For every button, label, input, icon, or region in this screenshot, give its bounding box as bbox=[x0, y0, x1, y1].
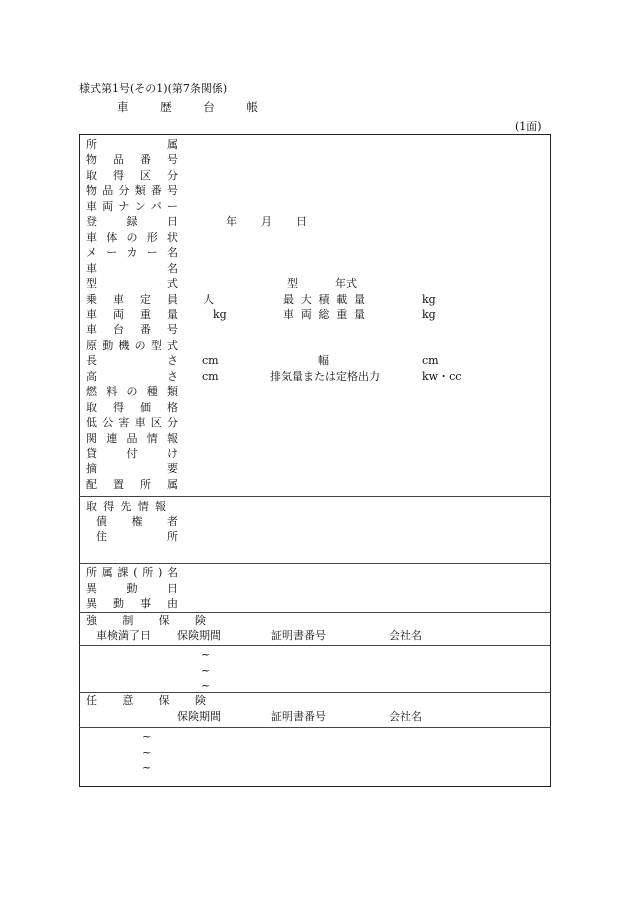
field-sublabel: 幅 bbox=[318, 354, 329, 368]
field-label: 長 さ bbox=[86, 354, 178, 368]
compulsory-header: 保険期間 bbox=[177, 629, 221, 642]
field-sublabel: 年式 bbox=[335, 277, 357, 291]
divider-compulsory-header bbox=[79, 645, 551, 646]
field-label: 原 動 機 の 型 式 bbox=[86, 338, 178, 352]
field-label: 貸 付 け bbox=[86, 447, 178, 460]
compulsory-header: 会社名 bbox=[389, 629, 422, 642]
form-id: 様式第1号(その1)(第7条関係) bbox=[79, 82, 228, 95]
field-unit: kg bbox=[213, 307, 227, 321]
field-label: 型 式 bbox=[86, 277, 178, 291]
voluntary-header: 保険期間 bbox=[177, 710, 221, 723]
divider-voluntary-header bbox=[79, 727, 551, 728]
field-label: 車 名 bbox=[86, 261, 178, 275]
field-unit: 人 bbox=[203, 292, 214, 306]
acquisition-field: 債 権 者 bbox=[96, 515, 178, 528]
field-label: 取 得 区 分 bbox=[86, 168, 178, 182]
field-unit: kw・cc bbox=[422, 369, 462, 383]
voluntary-header: 証明書番号 bbox=[271, 710, 326, 723]
field-unit: cm bbox=[422, 354, 439, 368]
date-part: 年 bbox=[226, 215, 237, 229]
field-label: 登 録 日 bbox=[86, 215, 178, 229]
voluntary-header: 会社名 bbox=[389, 710, 422, 723]
date-part: 日 bbox=[296, 215, 307, 229]
field-unit: kg bbox=[422, 307, 436, 321]
transfer-field: 異 動 事 由 bbox=[86, 597, 178, 610]
field-label: 車 両 重 量 bbox=[86, 307, 178, 321]
field-label: 車 体 の 形 状 bbox=[86, 230, 178, 244]
field-label: 車 両 ナ ン バ ー bbox=[86, 199, 178, 213]
field-label: 物 品 番 号 bbox=[86, 153, 178, 167]
tilde-mark: ~ bbox=[142, 730, 152, 743]
field-label: 低 公 害 車 区 分 bbox=[86, 416, 178, 430]
field-sublabel: 排気量または定格出力 bbox=[270, 369, 380, 383]
compulsory-insurance-title: 強 制 保 険 bbox=[86, 614, 206, 627]
divider-voluntary bbox=[79, 692, 551, 693]
field-label: 燃 料 の 種 類 bbox=[86, 385, 178, 399]
date-part: 月 bbox=[261, 215, 272, 229]
field-label: 車 台 番 号 bbox=[86, 323, 178, 337]
voluntary-insurance-title: 任 意 保 険 bbox=[86, 694, 206, 707]
divider-compulsory bbox=[79, 612, 551, 613]
field-label: 高 さ bbox=[86, 369, 178, 383]
field-sublabel: 型 bbox=[287, 277, 298, 291]
tilde-mark: ~ bbox=[142, 761, 152, 774]
divider-transfer bbox=[79, 563, 551, 564]
field-sublabel: 最 大 積 載 量 bbox=[283, 292, 365, 306]
tilde-mark: ~ bbox=[142, 745, 152, 759]
field-label: 乗 車 定 員 bbox=[86, 292, 178, 306]
field-label: 配 置 所 属 bbox=[86, 477, 178, 491]
field-unit: cm bbox=[202, 369, 219, 383]
field-label: 取 得 価 格 bbox=[86, 400, 178, 414]
form-title: 車 歴 台 帳 bbox=[117, 100, 272, 114]
field-unit: kg bbox=[422, 292, 436, 306]
tilde-mark: ~ bbox=[201, 663, 211, 677]
field-unit: cm bbox=[202, 354, 219, 368]
page-number: (1面) bbox=[515, 120, 542, 133]
transfer-field: 所 属 課 ( 所 ) 名 bbox=[86, 566, 178, 579]
tilde-mark: ~ bbox=[201, 648, 211, 661]
compulsory-header: 証明書番号 bbox=[271, 629, 326, 642]
transfer-field: 異 動 日 bbox=[86, 581, 178, 595]
divider-acquisition bbox=[79, 496, 551, 497]
field-sublabel: 車 両 総 重 量 bbox=[283, 307, 365, 321]
field-label: 関 連 品 情 報 bbox=[86, 431, 178, 445]
acquisition-field: 住 所 bbox=[96, 530, 178, 543]
field-label: 物 品 分 類 番 号 bbox=[86, 184, 178, 198]
tilde-mark: ~ bbox=[201, 679, 211, 692]
field-label: 摘 要 bbox=[86, 462, 178, 476]
field-label: メ ー カ ー 名 bbox=[86, 246, 178, 260]
field-label: 所 属 bbox=[86, 138, 178, 151]
compulsory-header: 車検満了日 bbox=[96, 629, 151, 642]
acquisition-title: 取 得 先 情 報 bbox=[86, 500, 166, 513]
